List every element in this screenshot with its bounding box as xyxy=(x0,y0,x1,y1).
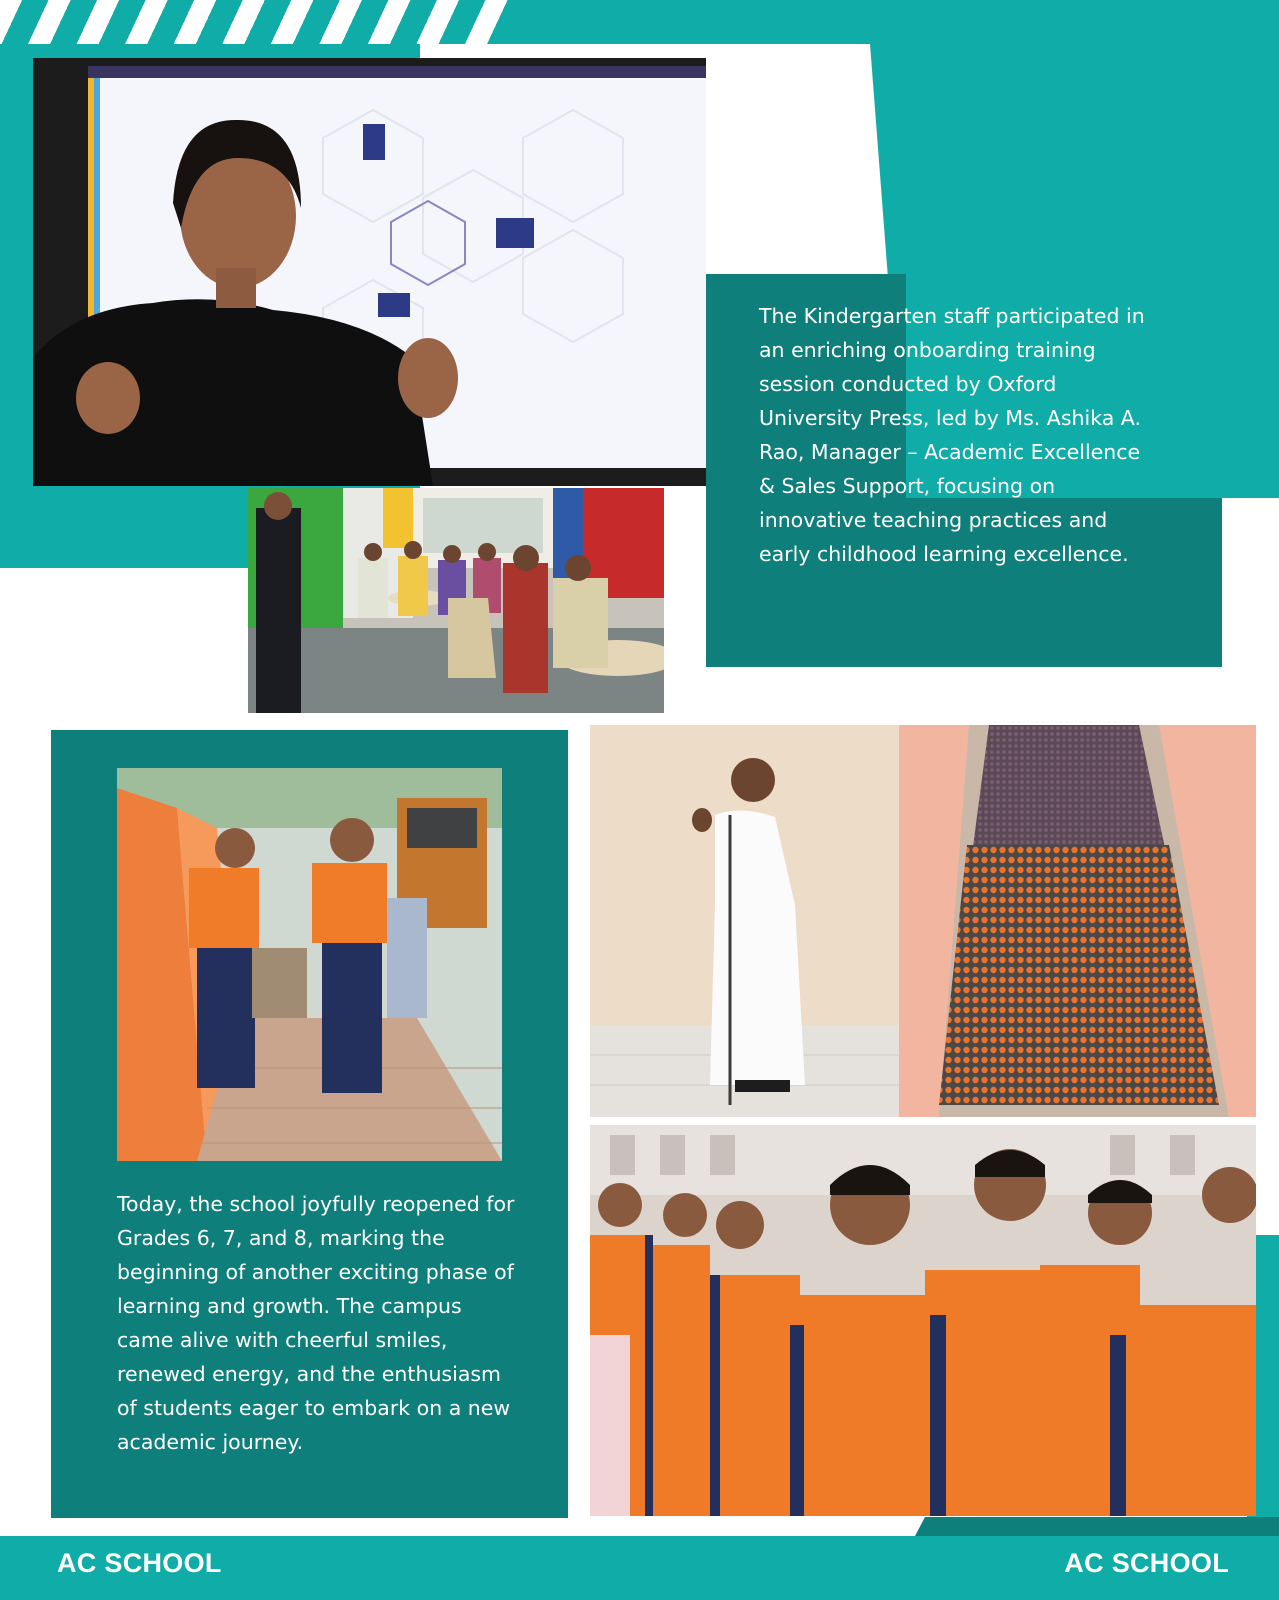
assembly-aerial-photo xyxy=(899,725,1256,1117)
trainer-presenting-photo xyxy=(33,58,706,486)
footer-dark-wedge xyxy=(0,1517,1279,1536)
students-pledge-photo xyxy=(590,1125,1256,1516)
footer-brand-left: AC SCHOOL xyxy=(57,1548,222,1578)
footer-brand-right: AC SCHOOL xyxy=(1064,1548,1229,1578)
reopening-description: Today, the school joyfully reopened for Grades 6, 7, and 8, marking the beginning of another exciting phase of learning and growth. The campus came alive with cheerful smiles, renewed energy, and the enthusiasm of students eager to embark on a new academic journey. xyxy=(117,1192,515,1454)
priest-speaking-photo xyxy=(590,725,899,1117)
students-walking-photo xyxy=(117,768,502,1161)
staff-training-classroom-photo xyxy=(248,488,664,713)
kindergarten-description: The Kindergarten staff participated in an enriching onboarding training session conducted by Oxford University Press, led by Ms. Ashika A. Rao, Manager – Academic Excellence & Sales Support, focusing on innovative teaching practices and early childhood learning excellence. xyxy=(759,304,1145,566)
top-stripe-pattern xyxy=(0,0,510,44)
